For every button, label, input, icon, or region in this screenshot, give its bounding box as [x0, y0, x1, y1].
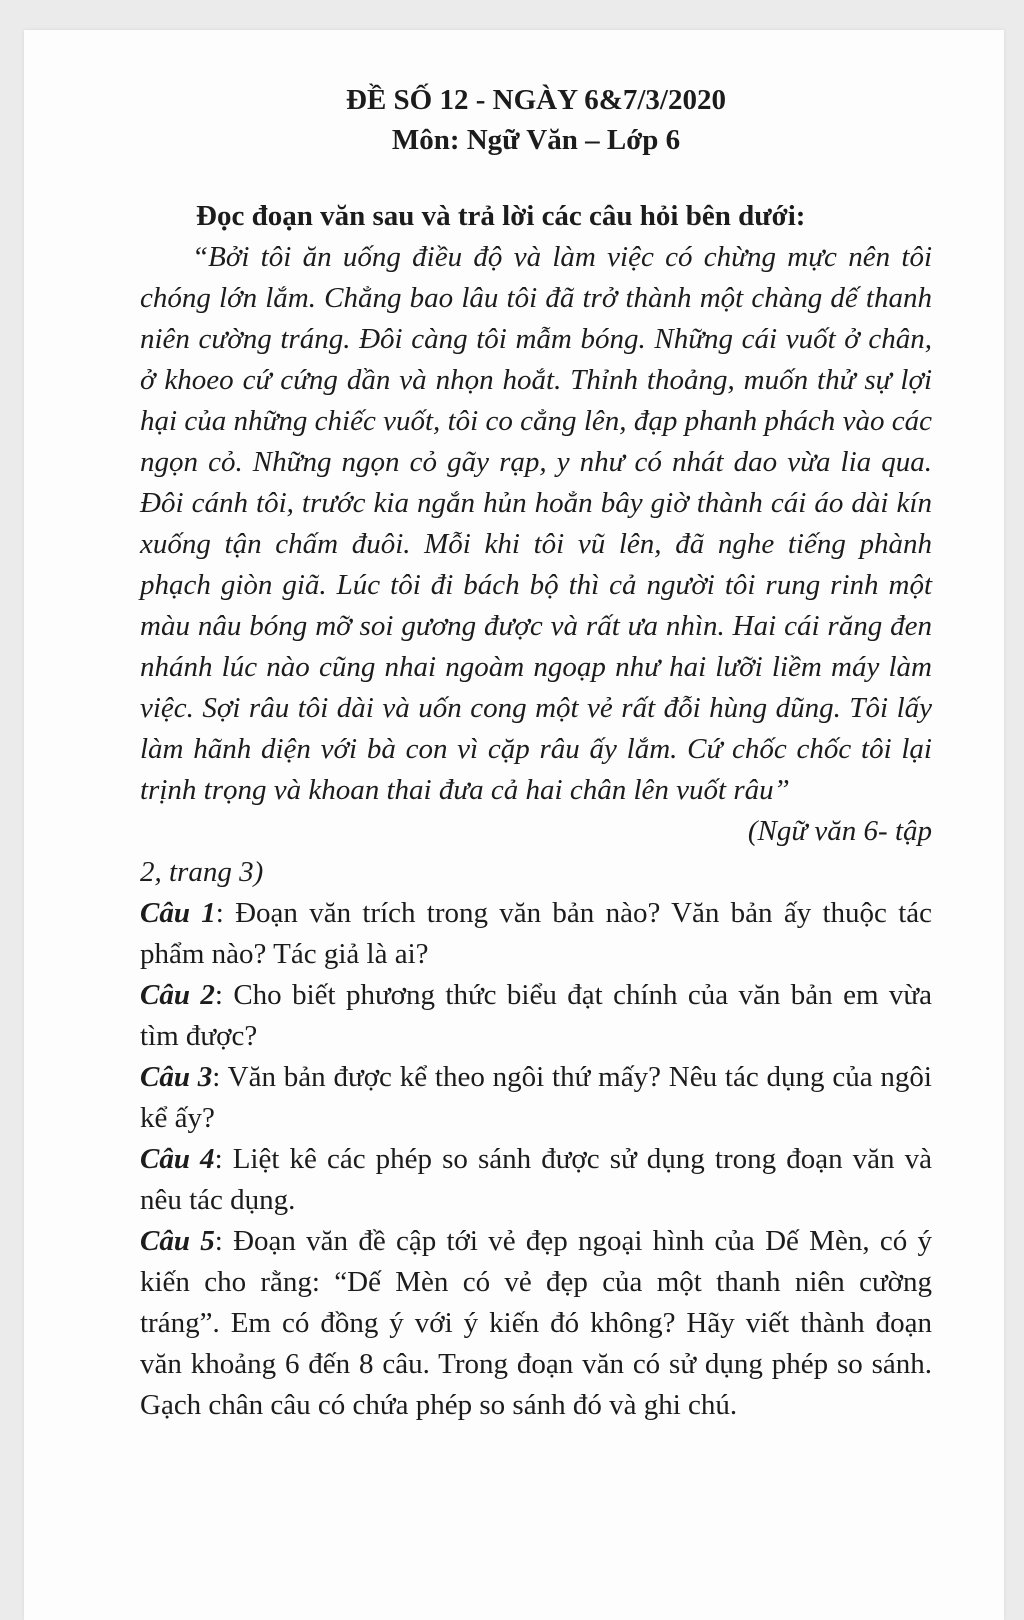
question-1-text: : Đoạn văn trích trong văn bản nào? Văn bản ấy thuộc tác phẩm nào? Tác giả là ai?: [140, 897, 932, 970]
question-4: [140, 1139, 932, 1221]
question-2-text: : Cho biết phương thức biểu đạt chính của văn bản em vừa tìm được?: [140, 979, 932, 1052]
source-citation-line1: (Ngữ văn 6- tập: [747, 815, 932, 847]
document-page: [24, 30, 1004, 1620]
question-1: [140, 893, 932, 975]
exam-title: ĐỀ SỐ 12 - NGÀY 6&7/3/2020: [346, 84, 726, 116]
question-2-label: Câu 2: [140, 979, 215, 1011]
reading-instruction: Đọc đoạn văn sau và trả lời các câu hỏi bên dưới:: [196, 200, 806, 232]
question-4-label: Câu 4: [140, 1143, 215, 1175]
reading-passage: “Bởi tôi ăn uống điều độ và làm việc có chừng mực nên tôi chóng lớn lắm. Chẳng bao lâu tôi đã trở thành một chàng dế thanh niên cường tráng. Đôi càng tôi mẫm bóng. Những cái vuốt ở chân, ở khoeo cứ cứng dần và nhọn hoắt. Thỉnh thoảng, muốn thử sự lợi hại của những chiếc vuốt, tôi co cẳng lên, đạp phanh phách vào các ngọn cỏ. Những ngọn cỏ gãy rạp, y như có nhát dao vừa lia qua. Đôi cánh tôi, trước kia ngắn hủn hoẳn bây giờ thành cái áo dài kín xuống tận chấm đuôi. Mỗi khi tôi vũ lên, đã nghe tiếng phành phạch giòn giã. Lúc tôi đi bách bộ thì cả người tôi rung rinh một màu nâu bóng mỡ soi gương được và rất ưa nhìn. Hai cái răng đen nhánh lúc nào cũng nhai ngoàm ngoạp như hai lưỡi liềm máy làm việc. Sợi râu tôi dài và uốn cong một vẻ rất đỗi hùng dũng. Tôi lấy làm hãnh diện với bà con vì cặp râu ấy lắm. Cứ chốc chốc tôi lại trịnh trọng và khoan thai đưa cả hai chân lên vuốt râu”: [140, 241, 932, 806]
document-content: [140, 80, 932, 1426]
subject-line: Môn: Ngữ Văn – Lớp 6: [391, 124, 681, 156]
question-5-label: Câu 5: [140, 1225, 215, 1257]
question-5: [140, 1221, 932, 1426]
question-3-text: : Văn bản được kể theo ngôi thứ mấy? Nêu tác dụng của ngôi kể ấy?: [140, 1061, 932, 1134]
question-3: [140, 1057, 932, 1139]
question-3-label: Câu 3: [140, 1061, 213, 1093]
source-citation-line2: 2, trang 3): [140, 856, 264, 888]
question-4-text: : Liệt kê các phép so sánh được sử dụng trong đoạn văn và nêu tác dụng.: [140, 1143, 932, 1216]
question-5-text: : Đoạn văn đề cập tới vẻ đẹp ngoại hình của Dế Mèn, có ý kiến cho rằng: “Dế Mèn có vẻ đẹp của một thanh niên cường tráng”. Em có đồng ý với ý kiến đó không? Hãy viết thành đoạn văn khoảng 6 đến 8 câu. Trong đoạn văn có sử dụng phép so sánh. Gạch chân câu có chứa phép so sánh đó và ghi chú.: [140, 1225, 932, 1421]
question-1-label: Câu 1: [140, 897, 216, 929]
question-2: [140, 975, 932, 1057]
